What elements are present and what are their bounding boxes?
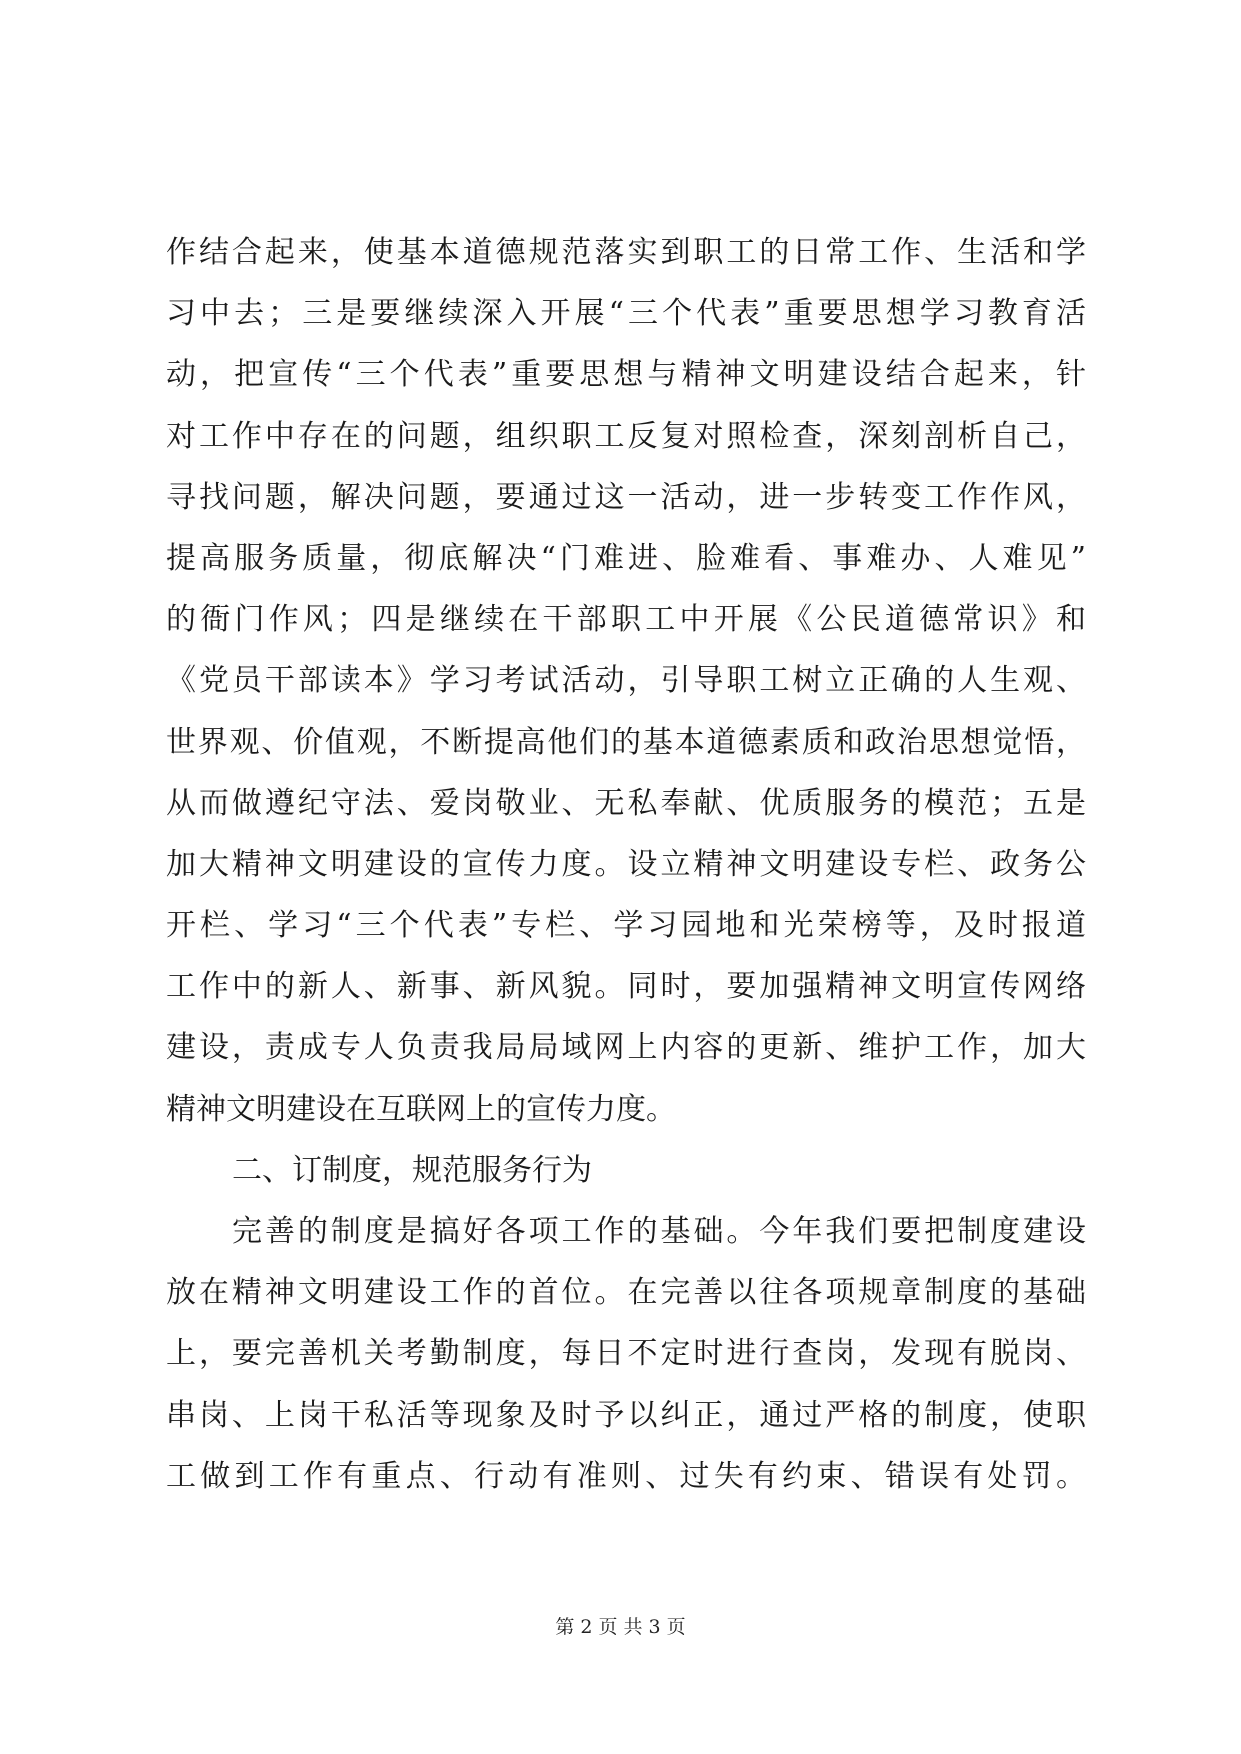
body-line: 从而做遵纪守法、爱岗敬业、无私奉献、优质服务的模范；五是 [166, 785, 1086, 821]
body-line: 精神文明建设在互联网上的宣传力度。 [166, 1091, 676, 1127]
section-heading: 二、订制度，规范服务行为 [232, 1152, 592, 1188]
body-line: 世界观、价值观，不断提高他们的基本道德素质和政治思想觉悟， [166, 724, 1086, 760]
body-line: 放在精神文明建设工作的首位。在完善以往各项规章制度的基础 [166, 1275, 1086, 1311]
body-line: 上，要完善机关考勤制度，每日不定时进行查岗，发现有脱岗、 [166, 1336, 1086, 1372]
body-line: 串岗、上岗干私活等现象及时予以纠正，通过严格的制度，使职 [166, 1397, 1086, 1433]
body-line: 建设，责成专人负责我局局域网上内容的更新、维护工作，加大 [166, 1030, 1086, 1066]
body-line: 寻找问题，解决问题，要通过这一活动，进一步转变工作作风， [166, 479, 1086, 515]
body-line: 提高服务质量，彻底解决“门难进、脸难看、事难办、人难见” [166, 540, 1086, 576]
body-line: 工做到工作有重点、行动有准则、过失有约束、错误有处罚。 [166, 1458, 1086, 1494]
body-line: 作结合起来，使基本道德规范落实到职工的日常工作、生活和学 [166, 235, 1086, 270]
body-line: 完善的制度是搞好各项工作的基础。今年我们要把制度建设 [232, 1214, 1086, 1249]
body-line: 工作中的新人、新事、新风貌。同时，要加强精神文明宣传网络 [166, 969, 1086, 1005]
document-body [166, 222, 1086, 1507]
body-line: 对工作中存在的问题，组织职工反复对照检查，深刻剖析自己， [166, 418, 1086, 454]
page-number-footer: 第 2 页 共 3 页 [555, 1616, 686, 1638]
body-line: 《党员干部读本》学习考试活动，引导职工树立正确的人生观、 [166, 663, 1086, 699]
body-line: 习中去；三是要继续深入开展“三个代表”重要思想学习教育活 [166, 296, 1086, 332]
body-line: 的衙门作风；四是继续在干部职工中开展《公民道德常识》和 [166, 602, 1086, 638]
body-line: 开栏、学习“三个代表”专栏、学习园地和光荣榜等，及时报道 [166, 908, 1086, 944]
body-line: 动，把宣传“三个代表”重要思想与精神文明建设结合起来，针 [166, 357, 1086, 393]
body-line: 加大精神文明建设的宣传力度。设立精神文明建设专栏、政务公 [166, 846, 1086, 882]
